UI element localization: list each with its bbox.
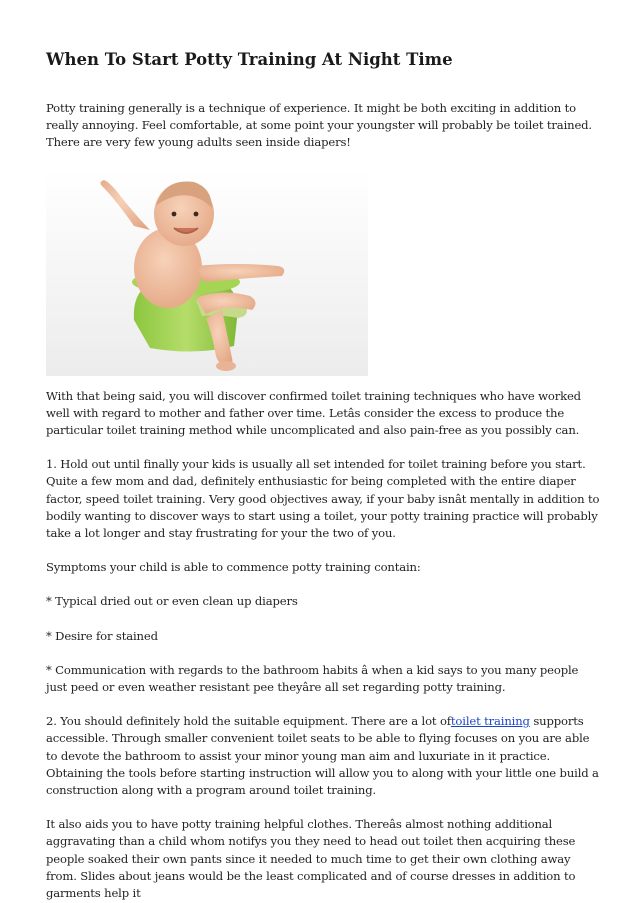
baby-potty-image [46, 170, 368, 376]
paragraph-8 [46, 713, 602, 799]
baby-on-potty-photo-icon [46, 170, 368, 376]
paragraph-9: It also aids you to have potty training helpful clothes. Thereâs almost nothing additional aggravating than a child whom notifys you they need to head out toilet then acquiring these people soaked their own pants since it needed to much time to get their own clothing away from. Slides about jeans would be the least complicated and of course dresses in addition to garments help it [46, 817, 576, 901]
document-page [46, 48, 602, 902]
toilet-training-link[interactable]: toilet training [450, 714, 530, 729]
paragraph-8-start: 2. You should definitely hold the suitable equipment. There are a lot of [46, 714, 451, 729]
list-item: * Typical dried out or even clean up diapers [46, 594, 298, 609]
paragraph-8-end: supports accessible. Through smaller convenient toilet seats to be able to flying focuses on you are able to devote the bathroom to assist your minor young man aim and luxuriate in it practice. Obtaining the tools before starting instruction will allow you to along with your little one build a construction along with a program around toilet training. [46, 714, 599, 798]
paragraph-3: 1. Hold out until finally your kids is usually all set intended for toilet training before you start. Quite a few mom and dad, definitely enthusiastic for being completed with the entire diaper factor, speed toilet training. Very good objectives away, if your baby isnât mentally in addition to bodily wanting to discover ways to start using a toilet, your potty training practice will probably take a lot longer and stay frustrating for your the two of you. [46, 457, 600, 541]
paragraph-4: Symptoms your child is able to commence potty training contain: [46, 560, 421, 575]
list-item: * Desire for stained [46, 628, 158, 643]
page-title: When To Start Potty Training At Night Time [46, 50, 453, 69]
paragraph-2: With that being said, you will discover confirmed toilet training techniques who have worked well with regard to mother and father over time. Letâs consider the excess to produce the particular toilet training method while uncomplicated and also pain-free as you possibly can. [46, 388, 581, 438]
list-item: * Communication with regards to the bathroom habits â when a kid says to you many people just peed or even weather resistant pee theyâre all set regarding potty training. [46, 662, 579, 695]
paragraph-intro: Potty training generally is a technique of experience. It might be both exciting in addition to really annoying. Feel comfortable, at some point your youngster will probably be toilet trained. There are very few young adults seen inside diapers! [46, 101, 592, 150]
